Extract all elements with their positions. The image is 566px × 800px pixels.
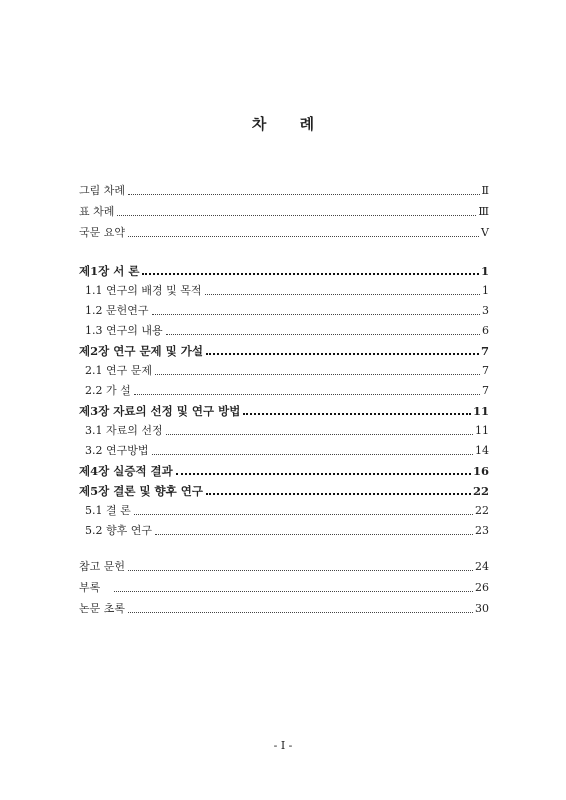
- toc-page-number: 7: [482, 364, 489, 377]
- dot-leader: [206, 353, 479, 355]
- toc-entry-chapter-1[interactable]: [79, 258, 489, 278]
- toc-page-number: 3: [482, 304, 489, 317]
- toc-page-number: 11: [472, 404, 489, 418]
- toc-page-number: 7: [482, 384, 489, 397]
- page-title: 차 례: [251, 115, 329, 133]
- dot-leader: [134, 514, 473, 515]
- toc-page-number: 16: [472, 464, 489, 478]
- toc-entry-section-5-1[interactable]: [79, 498, 489, 518]
- dot-leader: [128, 570, 473, 571]
- toc-page-number: 22: [475, 504, 489, 517]
- toc-label: 3.2 연구방법: [85, 444, 149, 457]
- toc-entry-section-1-3[interactable]: [79, 318, 489, 338]
- dot-leader: [206, 493, 471, 495]
- toc-page-number: 24: [475, 560, 489, 573]
- toc-entry-section-2-1[interactable]: [79, 358, 489, 378]
- dot-leader: [243, 413, 471, 415]
- toc-entry-chapter-5[interactable]: [79, 478, 489, 498]
- toc-label: 논문 초록: [79, 602, 126, 615]
- toc-page-number: 30: [475, 602, 489, 615]
- dot-leader: [205, 294, 481, 295]
- toc-entry-section-3-2[interactable]: [79, 438, 489, 458]
- dot-leader: [142, 273, 479, 275]
- toc-entry-korean-abstract[interactable]: [79, 220, 489, 240]
- toc-page-number: Ⅲ: [478, 205, 489, 218]
- toc-page-number: 1: [480, 264, 489, 278]
- dot-leader: [114, 591, 473, 592]
- dot-leader: [166, 434, 473, 435]
- toc-label: 1.1 연구의 배경 및 목적: [85, 284, 202, 297]
- toc-entry-section-2-2[interactable]: [79, 378, 489, 398]
- toc-label: 2.2 가 설: [85, 384, 131, 397]
- toc-label: 5.1 결 론: [85, 504, 131, 517]
- toc-page-number: 11: [475, 424, 489, 437]
- dot-leader: [166, 334, 480, 335]
- toc-page-number: 23: [475, 524, 489, 537]
- dot-leader: [152, 454, 474, 455]
- toc-page-number: Ⅴ: [481, 226, 489, 239]
- toc-entry-section-5-2[interactable]: [79, 518, 489, 538]
- toc-page-number: 1: [482, 284, 489, 297]
- toc-entry-section-3-1[interactable]: [79, 418, 489, 438]
- toc-entry-section-1-1[interactable]: [79, 278, 489, 298]
- toc-page-number: 14: [475, 444, 489, 457]
- toc-label: 제5장 결론 및 향후 연구: [79, 484, 203, 498]
- dot-leader: [117, 215, 476, 216]
- toc-label: 제2장 연구 문제 및 가설: [79, 344, 203, 358]
- toc-entry-appendix[interactable]: [79, 575, 489, 595]
- toc-label: 1.3 연구의 내용: [85, 324, 163, 337]
- toc-label: 표 차례: [79, 205, 115, 218]
- toc-entry-references[interactable]: [79, 554, 489, 574]
- toc-label: 5.2 향후 연구: [85, 524, 152, 537]
- toc-entry-chapter-2[interactable]: [79, 338, 489, 358]
- toc-entry-chapter-3[interactable]: [79, 398, 489, 418]
- dot-leader: [152, 314, 481, 315]
- toc-page-number: Ⅱ: [481, 184, 489, 197]
- dot-leader: [128, 612, 473, 613]
- toc-label: 참고 문헌: [79, 560, 126, 573]
- toc-entry-figure-list[interactable]: [79, 178, 489, 198]
- toc-label: 제4장 실증적 결과: [79, 464, 173, 478]
- toc-label: 국문 요약: [79, 226, 126, 239]
- toc-label: 1.2 문헌연구: [85, 304, 149, 317]
- toc-entry-thesis-abstract[interactable]: [79, 596, 489, 616]
- toc-label: 제3장 자료의 선정 및 연구 방법: [79, 404, 241, 418]
- toc-page-number: 7: [480, 344, 489, 358]
- toc-label: 제1장 서 론: [79, 264, 140, 278]
- dot-leader: [176, 473, 471, 475]
- toc-label: 그림 차례: [79, 184, 126, 197]
- dot-leader: [155, 374, 480, 375]
- toc-page-number: 26: [475, 581, 489, 594]
- toc-entry-table-list[interactable]: [79, 199, 489, 219]
- toc-label: 부록: [79, 581, 101, 594]
- toc-entry-chapter-4[interactable]: [79, 458, 489, 478]
- toc-entry-section-1-2[interactable]: [79, 298, 489, 318]
- toc-page-number: 6: [482, 324, 489, 337]
- toc-label: 3.1 자료의 선정: [85, 424, 163, 437]
- toc-page-number: 22: [472, 484, 489, 498]
- dot-leader: [155, 534, 473, 535]
- dot-leader: [134, 394, 480, 395]
- dot-leader: [128, 236, 479, 237]
- dot-leader: [128, 194, 480, 195]
- page-footer-number: - Ⅰ -: [273, 739, 293, 752]
- toc-label: 2.1 연구 문제: [85, 364, 152, 377]
